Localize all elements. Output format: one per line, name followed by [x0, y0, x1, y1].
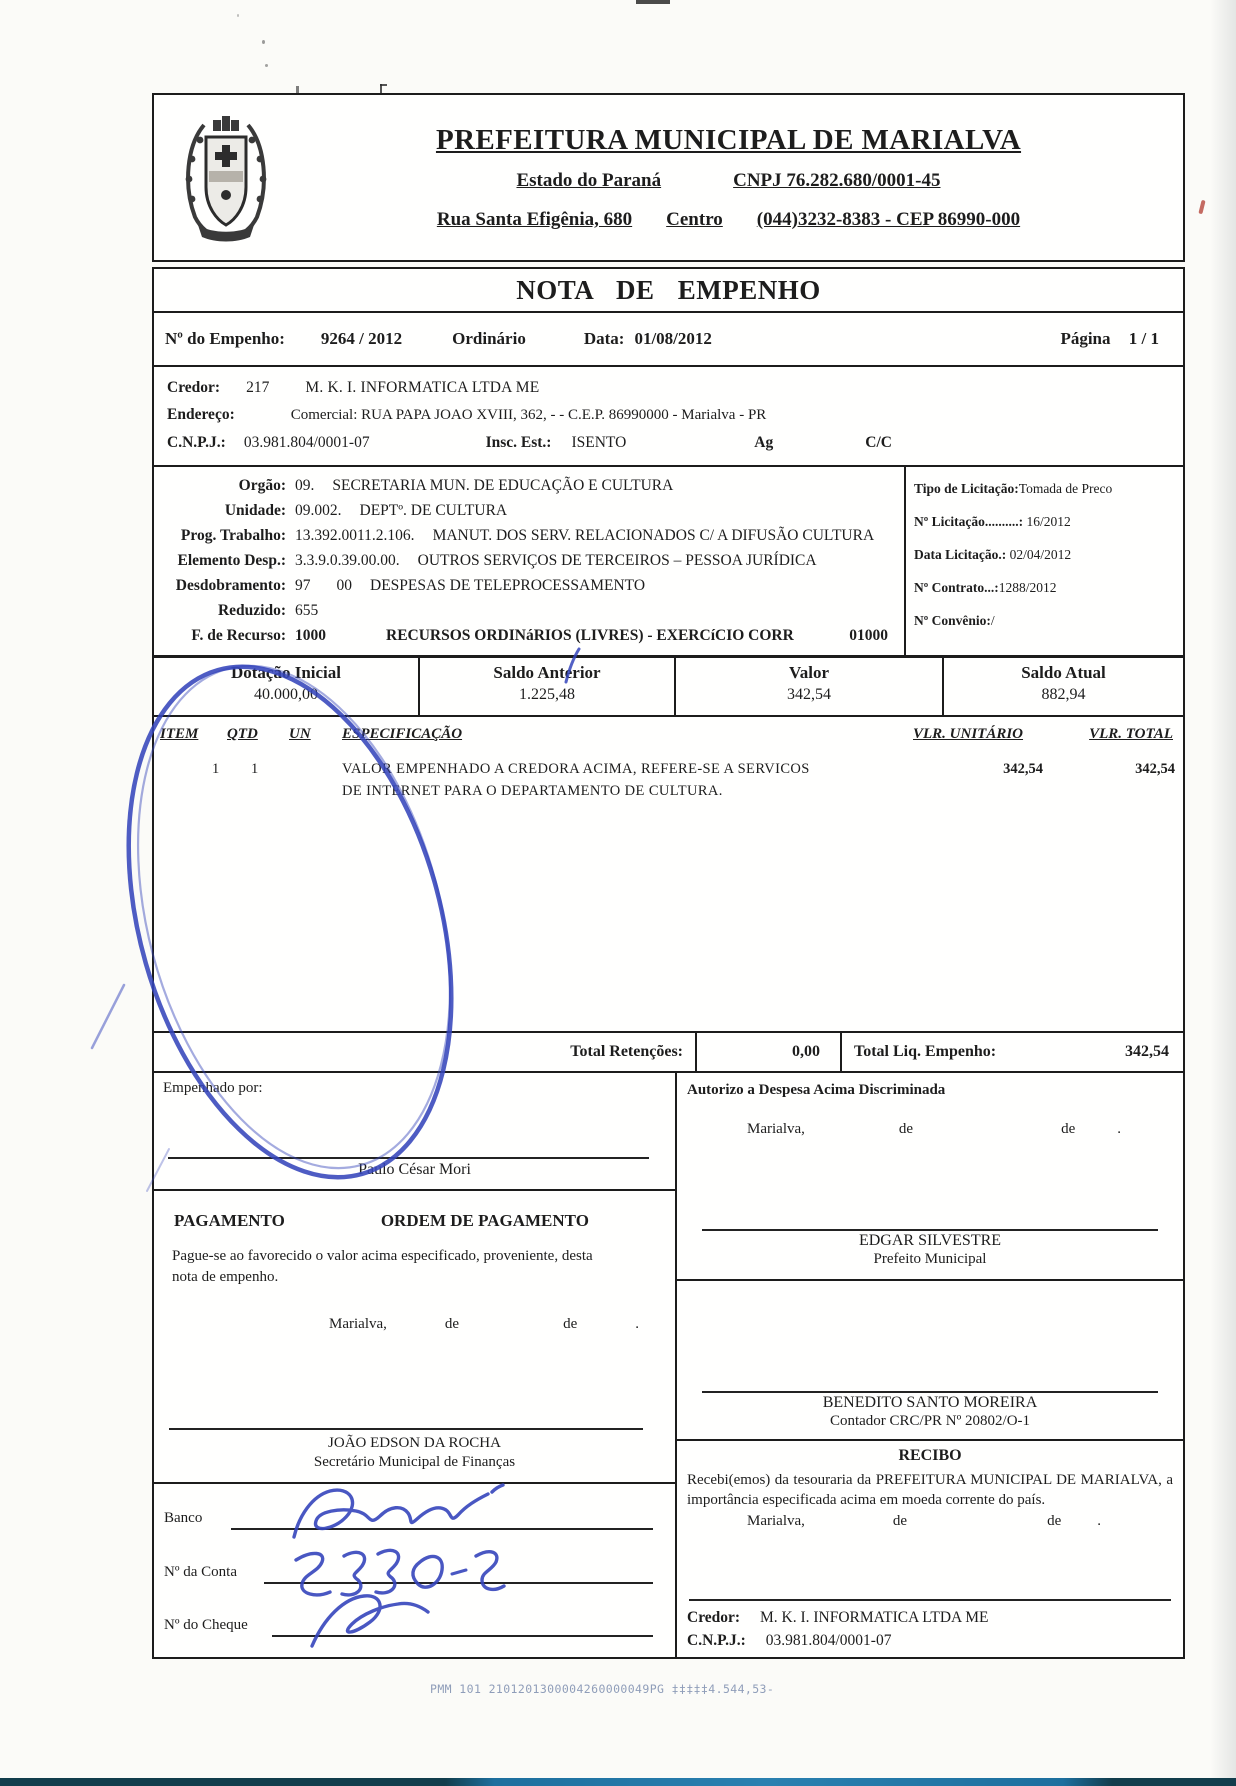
secretario-title: Secretário Municipal de Finanças [313, 1454, 516, 1470]
budget-classification [154, 467, 904, 655]
budget-row-unidade [154, 498, 898, 523]
city: Marialva, [329, 1315, 387, 1332]
recibo-credor-label: Credor: [687, 1609, 741, 1626]
total-retencoes-value: 0,00 [695, 1033, 842, 1071]
pagamento-text-line1: Pague-se ao favorecido o valor acima especificado, proveniente, desta [172, 1248, 593, 1264]
budget-row-prog-trabalho [154, 523, 898, 548]
items-table [152, 715, 1185, 1033]
conta-fill-line [264, 1582, 653, 1584]
empenhado-signer-name: Paulo César Mori [358, 1161, 471, 1178]
convenio-value: / [990, 613, 995, 628]
contador-name: BENEDITO SANTO MOREIRA [822, 1394, 1038, 1411]
total-retencoes-label: Total Retenções: [570, 1043, 683, 1060]
desdobramento-code2: 00 [336, 577, 352, 594]
pagamento-cell [154, 1191, 675, 1484]
org-street: Rua Santa Efigênia, 680 [436, 209, 633, 230]
org-phone-cep: (044)3232-8383 - CEP 86990-000 [756, 209, 1021, 230]
elemento-code: 3.3.9.0.39.00.00. [295, 552, 400, 569]
recibo-cnpj-label: C.N.P.J.: [687, 1632, 746, 1649]
total-liquido-cell [842, 1033, 1183, 1071]
reduzido-code: 655 [295, 602, 319, 619]
valor-label: Valor [789, 663, 829, 682]
coat-of-arms-logo [162, 113, 290, 243]
dotacao-inicial-value: 40.000,00 [254, 686, 318, 703]
de: de [1047, 1512, 1062, 1529]
reduzido-label: Reduzido: [217, 602, 286, 619]
stray-pen-stroke [92, 985, 124, 1048]
red-ink-speck [1198, 200, 1205, 215]
agency-label: Ag [754, 434, 774, 451]
org-district: Centro [666, 209, 723, 230]
cheque-fill-line [272, 1635, 653, 1637]
city-date-line [677, 1513, 1183, 1530]
total-liquido-value: 342,54 [1125, 1043, 1169, 1060]
prog-trabalho-label: Prog. Trabalho: [180, 527, 286, 544]
signature-line [168, 1157, 649, 1159]
recibo-credor-row [687, 1609, 988, 1627]
letterhead-text [290, 124, 1167, 231]
state-name: Estado do Paraná [516, 170, 662, 191]
banco-fill-line [231, 1528, 653, 1530]
creditor-address: Comercial: RUA PAPA JOAO XVIII, 362, - - C.E.P. 86990000 - Marialva - PR [290, 407, 767, 423]
budget-row-orgao [154, 473, 898, 498]
empenhado-por-label: Empenhado por: [163, 1080, 263, 1096]
desdobramento-label: Desdobramento: [175, 577, 286, 594]
col-header-un: UN [289, 726, 311, 742]
item-description-line2: DE INTERNET PARA O DEPARTAMENTO DE CULTURA. [342, 782, 723, 799]
col-header-vlr-total: VLR. TOTAL [1089, 726, 1173, 742]
item-qty: 1 [251, 761, 259, 777]
page-value: 1 / 1 [1128, 329, 1159, 348]
budget-row-desdobramento [154, 573, 898, 598]
prefeito-title: Prefeito Municipal [873, 1251, 987, 1267]
convenio-numero [914, 613, 1179, 629]
city-date-line [677, 1121, 1183, 1138]
empenho-number-label: Nº do Empenho: [165, 329, 285, 348]
empenho-kind: Ordinário [452, 329, 526, 348]
saldo-anterior-label: Saldo Anterior [493, 663, 601, 682]
contador-title: Contador CRC/PR Nº 20802/O-1 [829, 1413, 1031, 1429]
col-header-item: ITEM [160, 726, 199, 742]
licitacao-numero [914, 514, 1179, 530]
valor-cell [674, 658, 942, 715]
orgao-desc: SECRETARIA MUN. DE EDUCAÇÃO E CULTURA [332, 477, 674, 494]
contador-cell [677, 1281, 1183, 1441]
right-column [677, 1073, 1183, 1657]
pagamento-text-line2: nota de empenho. [172, 1269, 279, 1286]
period: . [1097, 1512, 1101, 1529]
creditor-block [152, 365, 1185, 467]
recibo-cnpj-value: 03.981.804/0001-07 [765, 1632, 892, 1649]
item-number: 1 [212, 761, 220, 777]
divider-line [689, 1599, 1171, 1601]
document-title: NOTA DE EMPENHO [152, 267, 1185, 313]
contrato-numero [914, 580, 1179, 596]
convenio-label: Nº Convênio: [914, 613, 991, 628]
orgao-label: Orgão: [238, 477, 286, 494]
recibo-credor-value: M. K. I. INFORMATICA LTDA ME [759, 1609, 989, 1626]
empenho-number: 9264 / 2012 [320, 329, 403, 348]
org-cnpj: CNPJ 76.282.680/0001-45 [733, 170, 941, 191]
scan-speck [262, 40, 265, 44]
elemento-desc: OUTROS SERVIÇOS DE TERCEIROS – PESSOA JURÍDICA [417, 552, 817, 569]
prog-trabalho-desc: MANUT. DOS SERV. RELACIONADOS C/ A DIFUSÃO CULTURA [432, 527, 875, 544]
scan-artifact [296, 86, 299, 93]
totals-row [152, 1031, 1185, 1073]
signatures-section [152, 1071, 1185, 1659]
cheque-label: Nº do Cheque [164, 1617, 248, 1633]
conta-label: Nº da Conta [164, 1564, 237, 1580]
signature-line [702, 1229, 1158, 1231]
recibo-cell [677, 1441, 1183, 1657]
licitacao-data-value: 02/04/2012 [1009, 547, 1072, 562]
saldo-atual-cell [942, 658, 1183, 715]
licitacao-tipo [914, 481, 1179, 497]
de: de [892, 1512, 908, 1529]
prefeito-name: EDGAR SILVESTRE [858, 1232, 1002, 1249]
saldo-atual-value: 882,94 [1041, 686, 1086, 703]
dotacao-inicial-label: Dotação Inicial [230, 663, 342, 682]
orgao-code: 09. [295, 477, 315, 494]
signature-line [169, 1428, 643, 1430]
balances-row [152, 655, 1185, 717]
desdobramento-code: 97 [295, 577, 311, 594]
recibo-title: RECIBO [898, 1447, 962, 1464]
scan-speck [265, 64, 268, 67]
page-indicator [1060, 329, 1159, 349]
licitacao-panel [904, 467, 1183, 655]
recibo-cnpj-row [687, 1632, 891, 1650]
letterhead [152, 93, 1185, 262]
empenhado-por-cell [154, 1073, 675, 1191]
pagamento-text [154, 1231, 675, 1289]
item-description [342, 759, 842, 803]
paper-edge-shading [1210, 0, 1236, 1786]
de: de [563, 1315, 578, 1332]
creditor-code: 217 [246, 379, 270, 396]
scan-artifact [636, 0, 670, 4]
nota-de-empenho-form [152, 93, 1185, 1659]
ordem-pagamento-title: ORDEM DE PAGAMENTO [380, 1211, 589, 1230]
org-name: PREFEITURA MUNICIPAL DE MARIALVA [435, 124, 1022, 156]
creditor-address-label: Endereço: [167, 406, 235, 423]
budget-licitacao-block [152, 465, 1185, 657]
contrato-label: Nº Contrato...: [914, 580, 999, 595]
fonte-recurso-desc: RECURSOS ORDINáRIOS (LIVRES) - EXERCíCIO CORR [386, 627, 794, 644]
recibo-text: Recebi(emos) da tesouraria da PREFEITURA MUNICIPAL DE MARIALVA, a importância especificada acima em moeda corrente do país. [687, 1472, 1173, 1509]
fonte-recurso-label: F. de Recurso: [191, 627, 286, 644]
budget-row-fonte-recurso [154, 623, 898, 648]
unidade-label: Unidade: [224, 502, 286, 519]
scan-edge-bar [0, 1778, 1236, 1786]
budget-row-elemento [154, 548, 898, 573]
pagamento-title: PAGAMENTO [174, 1211, 285, 1230]
scan-artifact [380, 84, 382, 93]
left-column [154, 1073, 677, 1657]
saldo-anterior-cell [418, 658, 674, 715]
licitacao-numero-value: 16/2012 [1026, 514, 1071, 529]
period: . [635, 1315, 639, 1332]
page-label: Página [1060, 329, 1111, 348]
scan-speck [237, 14, 239, 17]
creditor-cnpj-label: C.N.P.J.: [167, 434, 226, 451]
dot-matrix-print-line: PMM 101 2101201300004260000049PG ‡‡‡‡‡4.544,53- [430, 1682, 775, 1696]
budget-row-reduzido [154, 598, 898, 623]
empenho-date-value: 01/08/2012 [634, 329, 712, 348]
item-description-line1: VALOR EMPENHADO A CREDORA ACIMA, REFERE-SE A SERVICOS [342, 761, 810, 777]
creditor-cnpj: 03.981.804/0001-07 [243, 434, 370, 451]
col-header-qtd: QTD [227, 726, 258, 742]
creditor-label: Credor: [167, 379, 221, 396]
col-header-vlr-unitario: VLR. UNITÁRIO [913, 726, 1024, 742]
empenho-date-label: Data: [583, 329, 625, 348]
bank-details-cell [154, 1484, 675, 1657]
elemento-label: Elemento Desp.: [177, 552, 286, 569]
de: de [444, 1315, 460, 1332]
licitacao-numero-label: Nº Licitação..........: [914, 514, 1024, 529]
secretario-name: JOÃO EDSON DA ROCHA [328, 1435, 501, 1451]
banco-label: Banco [164, 1510, 203, 1526]
dotacao-inicial-cell [154, 658, 418, 715]
licitacao-tipo-value: Tomada de Preco [1018, 481, 1113, 496]
licitacao-tipo-label: Tipo de Licitação: [914, 481, 1019, 496]
state-registration-label: Insc. Est.: [485, 434, 552, 451]
creditor-name: M. K. I. INFORMATICA LTDA ME [305, 379, 540, 396]
contrato-value: 1288/2012 [998, 580, 1057, 595]
account-label: C/C [865, 434, 892, 451]
saldo-anterior-value: 1.225,48 [519, 686, 575, 703]
col-header-especificacao: ESPECIFICAÇÃO [342, 726, 463, 742]
autorizo-cell [677, 1073, 1183, 1281]
desdobramento-desc: DESPESAS DE TELEPROCESSAMENTO [370, 577, 646, 594]
item-unit-value: 342,54 [1003, 761, 1043, 777]
signature-line [702, 1391, 1158, 1393]
unidade-code: 09.002. [295, 502, 342, 519]
coat-of-arms-icon [176, 113, 276, 243]
autorizo-title: Autorizo a Despesa Acima Discriminada [687, 1082, 946, 1098]
saldo-atual-label: Saldo Atual [1021, 663, 1106, 682]
period: . [1117, 1121, 1121, 1137]
city: Marialva, [747, 1121, 805, 1137]
item-total-value: 342,54 [1135, 761, 1175, 777]
fonte-recurso-tail: 01000 [849, 627, 888, 644]
state-registration-value: ISENTO [571, 434, 627, 451]
de: de [1061, 1121, 1076, 1137]
city: Marialva, [747, 1512, 805, 1529]
licitacao-data [914, 547, 1179, 563]
licitacao-data-label: Data Licitação.: [914, 547, 1007, 562]
valor-value: 342,54 [787, 686, 831, 703]
de: de [898, 1121, 914, 1137]
total-liquido-label: Total Liq. Empenho: [854, 1043, 997, 1060]
prog-trabalho-code: 13.392.0011.2.106. [295, 527, 415, 544]
unidade-desc: DEPTº. DE CULTURA [359, 502, 508, 519]
city-date-line [154, 1316, 675, 1333]
empenho-number-row [152, 311, 1185, 367]
fonte-recurso-code: 1000 [295, 627, 326, 644]
